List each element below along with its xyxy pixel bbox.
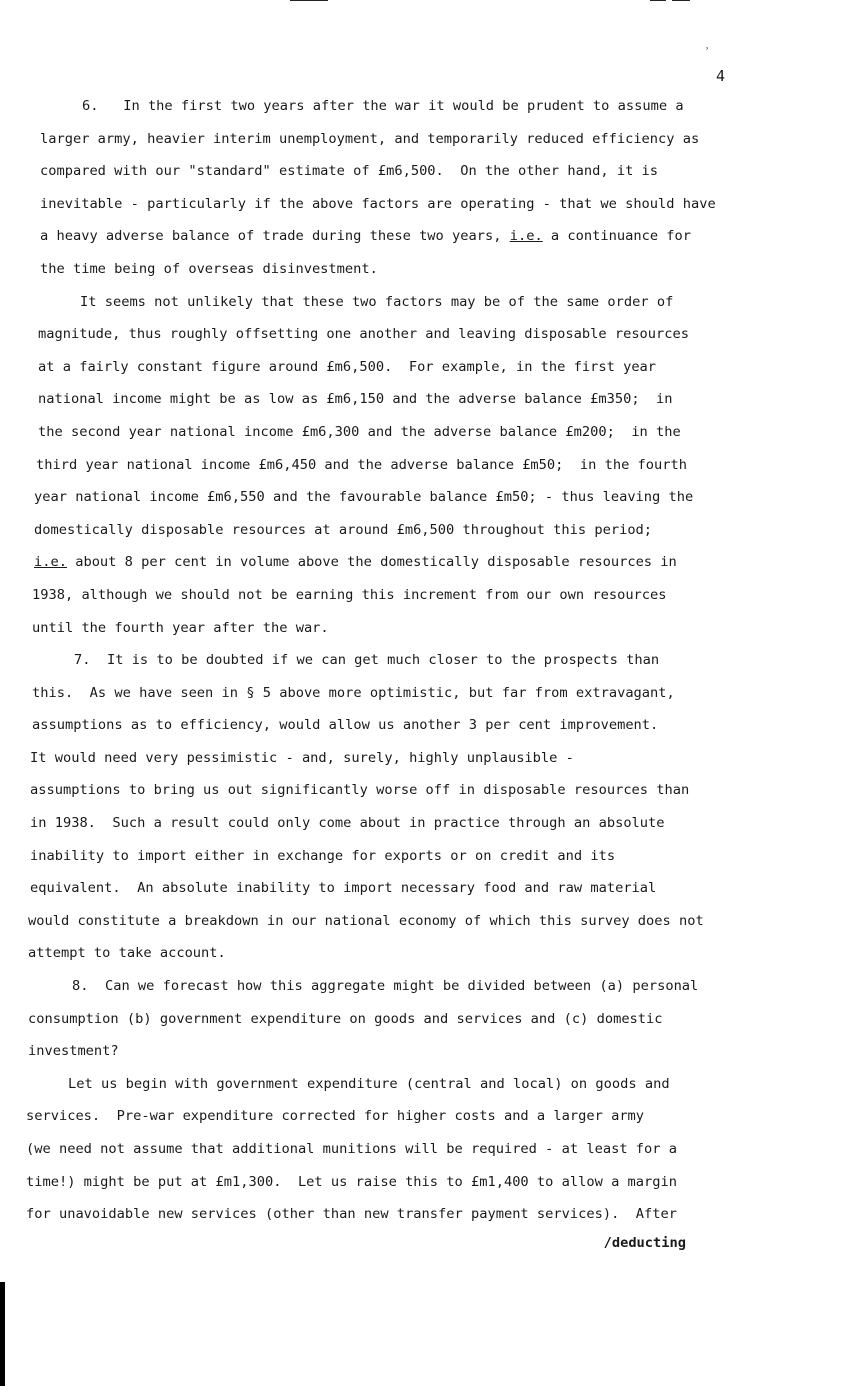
text-line: domestically disposable resources at around £m6,500 throughout this period;: [34, 521, 653, 538]
text-line: time!) might be put at £m1,300. Let us raise this to £m1,400 to allow a margin: [26, 1173, 678, 1190]
text-line: Let us begin with government expenditure (central and local) on goods and: [68, 1075, 670, 1092]
text-line: compared with our "standard" estimate of £m6,500. On the other hand, it is: [40, 163, 659, 180]
text-line: at a fairly constant figure around £m6,500. For example, in the first year: [38, 358, 657, 375]
text-line: this. As we have seen in § 5 above more optimistic, but far from extravagant,: [32, 684, 675, 701]
text-line: year national income £m6,550 and the favourable balance £m50; - thus leaving the: [34, 489, 694, 506]
text-line: assumptions to bring us out significantly worse off in disposable resources than: [30, 782, 690, 799]
text-line: (we need not assume that additional munitions will be required - at least for a: [26, 1141, 678, 1157]
text-line: consumption (b) government expenditure on goods and services and (c) domestic: [28, 1010, 663, 1027]
text-line: national income might be as low as £m6,150 and the adverse balance £m350; in: [38, 391, 673, 408]
text-line: Can we forecast how this aggregate might be divided between (a) personal: [104, 978, 699, 995]
text-line: about 8 per cent in volume above the domestically disposable resources in: [66, 554, 677, 571]
text-line: the second year national income £m6,300 and the adverse balance £m200; in the: [38, 423, 681, 440]
text-line: a heavy adverse balance of trade during these two years,: [40, 228, 510, 245]
text-line: 1938, although we should not be earning this increment from our own resources: [32, 586, 667, 603]
underlined-abbreviation: i.e.: [34, 554, 67, 571]
text-line: equivalent. An absolute inability to import necessary food and raw material: [30, 880, 657, 897]
text-line: would constitute a breakdown in our national economy of which this survey does not: [28, 912, 704, 929]
text-line: for unavoidable new services (other than new transfer payment services). After: [26, 1206, 678, 1223]
text-line: It would need very pessimistic - and, surely, highly unplausible -: [30, 749, 574, 766]
scan-mark: [650, 0, 666, 1]
catchword: /deducting: [603, 1234, 686, 1251]
paragraph-8-continued: [26, 1068, 726, 1231]
text-line: assumptions as to efficiency, would allow us another 3 per cent improvement.: [32, 717, 659, 734]
paragraph-number: 8.: [72, 978, 89, 995]
text-line: magnitude, thus roughly offsetting one another and leaving disposable resources: [38, 326, 690, 343]
paragraph-8: [26, 970, 726, 1068]
text-line: the time being of overseas disinvestment.: [40, 260, 378, 277]
page-number: 4: [716, 67, 726, 85]
text-line: In the first two years after the war it would be prudent to assume a: [123, 98, 684, 114]
scan-speck: ˒: [704, 44, 711, 55]
document-body: [26, 90, 726, 1259]
paragraph-number: 7.: [74, 652, 91, 669]
text-line: in 1938. Such a result could only come about in practice through an absolute: [30, 815, 665, 832]
text-line: It seems not unlikely that these two factors may be of the same order of: [80, 293, 674, 310]
text-line: third year national income £m6,450 and the adverse balance £m50; in the fourth: [36, 456, 688, 473]
paragraph-number: 6.: [82, 98, 99, 114]
text-line: a continuance for: [542, 228, 692, 245]
text-line: investment?: [28, 1043, 119, 1060]
text-line: services. Pre-war expenditure corrected for higher costs and a larger army: [26, 1108, 645, 1125]
scan-mark: [290, 0, 328, 1]
scan-edge-bar: [0, 1282, 5, 1386]
underlined-abbreviation: i.e.: [509, 228, 543, 245]
text-line: inevitable - particularly if the above factors are operating - that we should have: [40, 195, 716, 212]
scan-mark: [672, 0, 690, 1]
text-line: inability to import either in exchange for exports or on credit and its: [30, 847, 616, 864]
text-line: until the fourth year after the war.: [32, 619, 329, 636]
paragraph-6: [26, 90, 726, 286]
text-line: It is to be doubted if we can get much closer to the prospects than: [106, 652, 660, 669]
paragraph-6-continued: [26, 286, 726, 645]
text-line: larger army, heavier interim unemployment, and temporarily reduced efficiency as: [40, 130, 700, 147]
text-line: attempt to take account.: [28, 945, 226, 962]
paragraph-7: [26, 644, 726, 970]
